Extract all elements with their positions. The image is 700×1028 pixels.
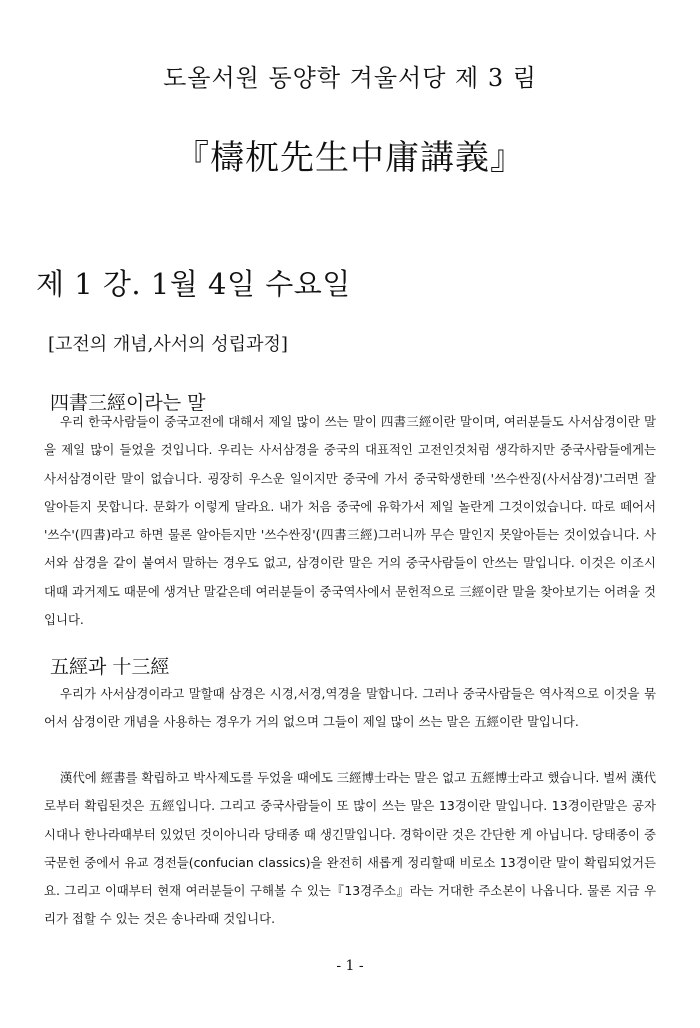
body-paragraph: 漢代에 經書를 확립하고 박사제도를 두었을 때에도 三經博士라는 말은 없고 五經博士라고 했습니다. 벌써 漢代로부터 확립된것은 五經입니다. 그리고 중국사람들이 또 많이 쓰는 말은 13경이란 말입니다. 13경이란말은 공자시대나 한나라때부터 있었던 것이아니라 당태종 때 생긴말입니다. 경학이란 것은 간단한 게 아닙니다. 당태종이 중국문헌 중에서 유교 경전들(confucian classics)을 완전히 새롭게 정리할때 비로소 13경이란 말이 확립되었거든요. 그리고 이때부터 현재 여러분들이 구해볼 수 있는『13경주소』라는 거대한 주소본이 나옵니다. 물론 지금 우리가 접할 수 있는 것은 송나라때 것입니다.	[44, 770, 656, 927]
document-title: 『檮杌先生中庸講義』	[175, 138, 525, 178]
lecture-topic: [고전의 개념,사서의 성립과정]	[48, 334, 288, 355]
series-line: 도올서원 동양학 겨울서당 제 3 림	[163, 64, 537, 92]
body-paragraph: 우리 한국사람들이 중국고전에 대해서 제일 많이 쓰는 말이 四書三經이란 말이며, 여러분들도 사서삼경이란 말을 제일 많이 들었을 것입니다. 우리는 사서삼경을 중국의 대표적인 고전인것처럼 생각하지만 중국사람들에게는 사서삼경이란 말이 없습니다. 굉장히 우스운 일이지만 중국에 가서 중국학생한테 '쓰수싼징(사서삼경)'그러면 잘 알아듣지 못합니다. 문화가 이렇게 달라요. 내가 처음 중국에 유학가서 제일 놀란게 그것이었습니다. 따로 떼어서 '쓰수'(四書)라고 하면 물론 알아듣지만 '쓰수싼징'(四書三經)그러니까 무슨 말인지 못알아듣는 것이었습니다. 사서와 삼경을 같이 붙여서 말하는 경우도 없고, 삼경이란 말은 거의 중국사람들이 안쓰는 말입니다. 이것은 이조시대때 과거제도 때문에 생겨난 말같은데 여러분들이 중국역사에서 문헌적으로 三經이란 말을 찾아보기는 어려울 것입니다.	[44, 414, 656, 628]
section-heading: 四書三經이라는 말	[50, 392, 206, 414]
section-heading: 五經과 十三經	[50, 656, 170, 678]
page-number: - 1 -	[336, 958, 364, 974]
lecture-heading: 제 1 강. 1월 4일 수요일	[36, 267, 351, 301]
body-paragraph: 우리가 사서삼경이라고 말할때 삼경은 시경,서경,역경을 말합니다. 그러나 중국사람들은 역사적으로 이것을 묶어서 삼경이란 개념을 사용하는 경우가 거의 없으며 그들이 제일 많이 쓰는 말은 五經이란 말입니다.	[44, 686, 656, 730]
